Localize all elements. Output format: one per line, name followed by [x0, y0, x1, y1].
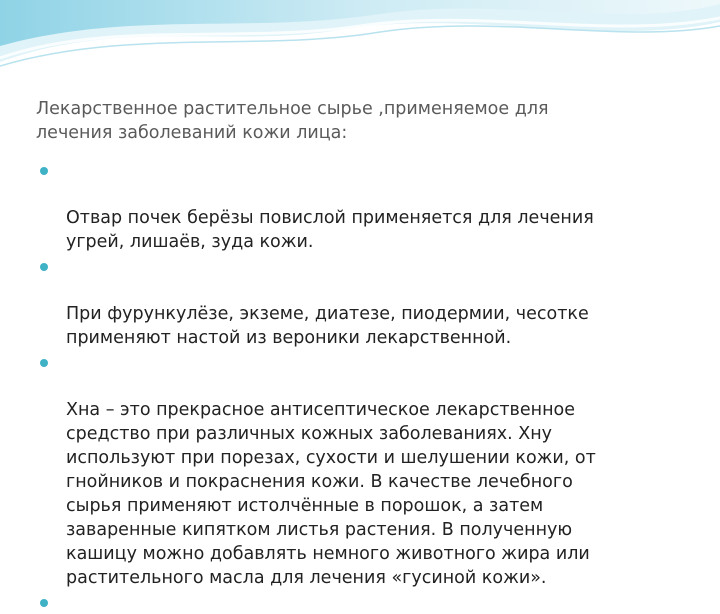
- slide-title: Лекарственное растительное сырье ,применяемое для лечения заболеваний кожи лица:: [36, 99, 549, 143]
- bullet-item: [40, 254, 680, 350]
- bullet-dot-icon: [40, 263, 48, 271]
- bullet-item: [40, 158, 680, 254]
- bullet-text: Отвар почек берёзы повислой применяется для лечения угрей, лишаёв, зуда кожи.: [66, 208, 594, 252]
- bullet-text: Хна – это прекрасное антисептическое лекарственное средство при различных кожных заболеваниях. Хну используют при порезах, сухости и шелушении кожи, от гнойников и покраснения кожи. В качестве лечебного сырья применяют истолчённые в порошок, а затем заваренные кипятком листья растения. В полученную кашицу можно добавлять немного животного жира или растительного масла для лечения «гусиной кожи».: [66, 400, 596, 588]
- bullet-item: [40, 350, 680, 590]
- bullet-list: [40, 158, 680, 614]
- header-wave-decoration: [0, 0, 720, 80]
- bullet-text: При фурункулёзе, экземе, диатезе, пиодермии, чесотке применяют настой из вероники лекарственной.: [66, 304, 589, 348]
- bullet-dot-icon: [40, 599, 48, 607]
- bullet-dot-icon: [40, 359, 48, 367]
- bullet-dot-icon: [40, 167, 48, 175]
- bullet-item-empty: [40, 590, 680, 614]
